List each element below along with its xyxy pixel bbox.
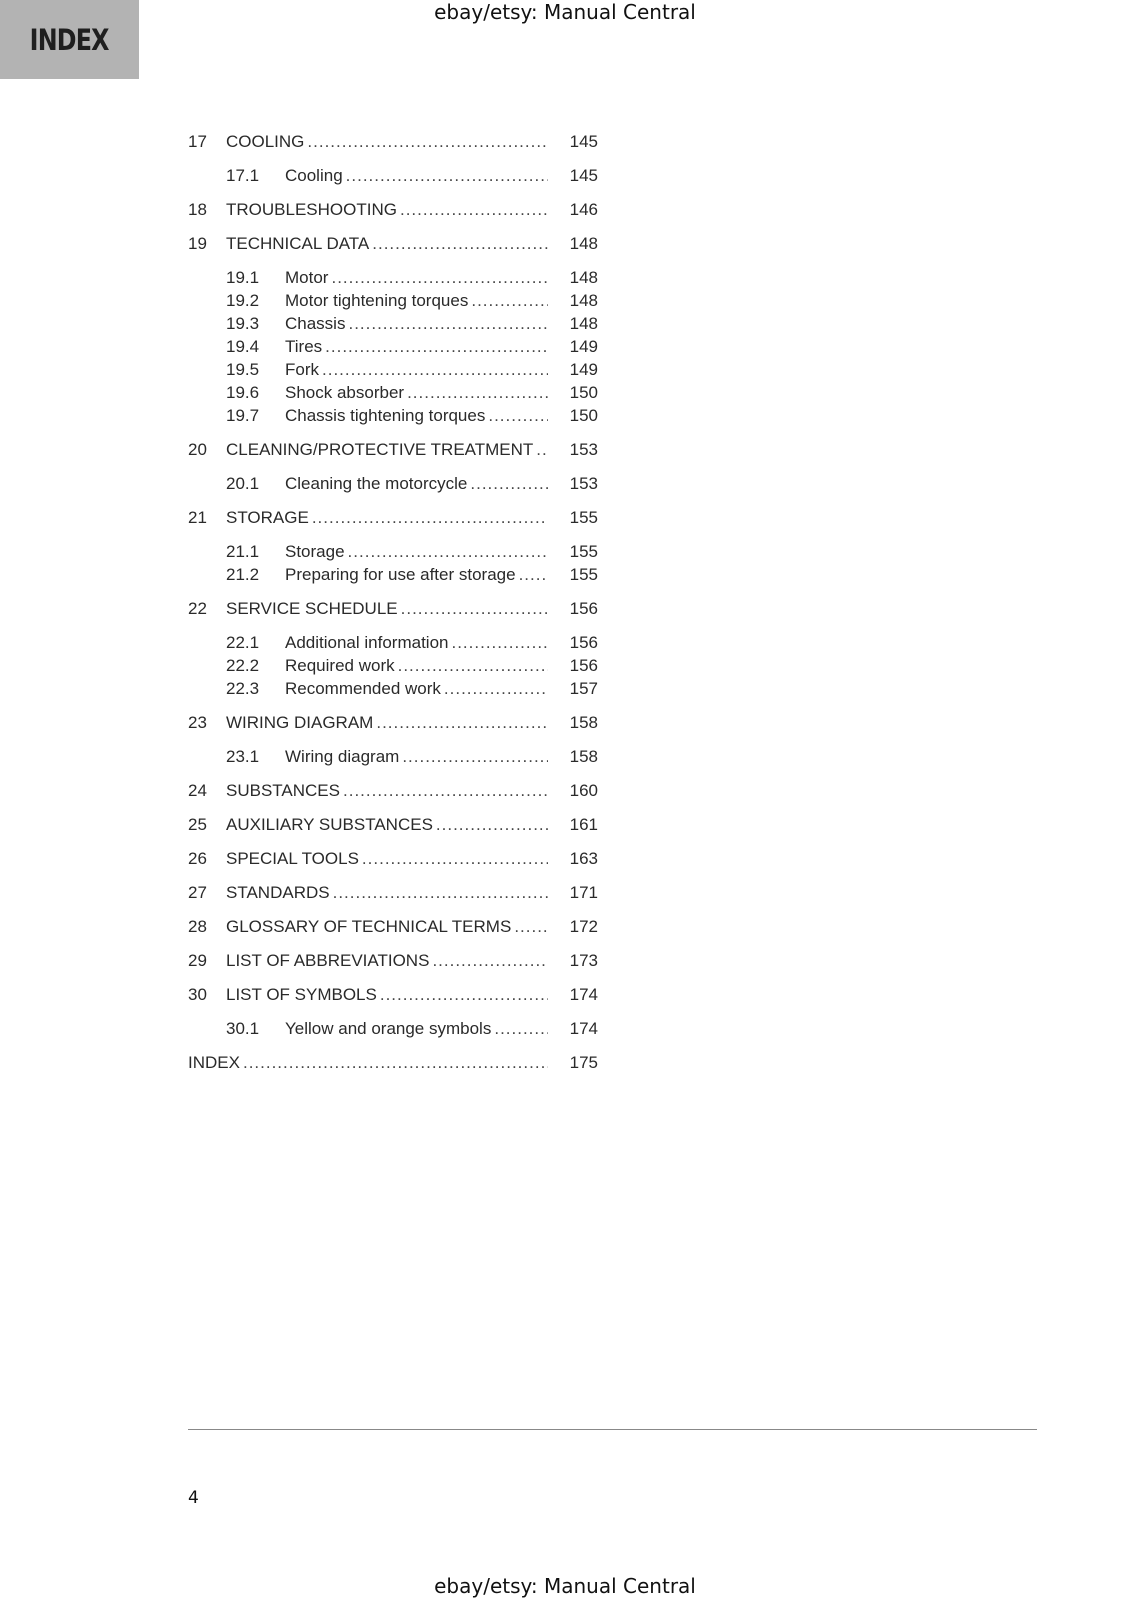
toc-entry[interactable] (188, 563, 598, 586)
watermark-bottom: ebay/etsy: Manual Central (434, 1574, 696, 1598)
dot-leader (451, 631, 548, 654)
toc-entry[interactable] (188, 198, 598, 221)
dot-leader (401, 597, 548, 620)
toc-entry-title: Wiring diagram (285, 745, 402, 768)
toc-entry-title-leader (226, 983, 548, 1006)
dot-leader (307, 130, 548, 153)
toc-entry-title-leader (226, 813, 548, 836)
dot-leader (407, 381, 548, 404)
toc-entry-number: 22.2 (226, 656, 260, 675)
toc-entry-title-leader (285, 654, 548, 677)
toc-entry-title-leader (285, 540, 548, 563)
toc-entry-title-leader (226, 597, 548, 620)
dot-leader (402, 745, 548, 768)
table-of-contents (188, 130, 598, 1074)
toc-entry-title: STANDARDS (226, 881, 333, 904)
toc-entry-number: 20.1 (226, 474, 260, 493)
toc-entry-page: 173 (569, 951, 598, 970)
toc-entry-page: 153 (569, 474, 598, 493)
toc-entry-title-leader (285, 312, 548, 335)
toc-entry-title: Preparing for use after storage (285, 563, 519, 586)
toc-entry-title-leader (285, 381, 548, 404)
section-tab-label: INDEX (30, 22, 109, 57)
toc-entry-page: 145 (569, 166, 598, 185)
toc-entry-title-leader (226, 915, 548, 938)
toc-entry-page: 149 (569, 337, 598, 356)
toc-entry-number: 22 (188, 599, 207, 618)
toc-entry[interactable] (188, 130, 598, 153)
toc-entry[interactable] (188, 540, 598, 563)
toc-entry[interactable] (188, 289, 598, 312)
toc-entry-title: Chassis (285, 312, 348, 335)
toc-entry-page: 153 (569, 440, 598, 459)
toc-entry-title-leader (226, 130, 548, 153)
dot-leader (243, 1051, 548, 1074)
toc-entry[interactable] (188, 1017, 598, 1040)
toc-entry-number: 21.2 (226, 565, 260, 584)
dot-leader (376, 711, 548, 734)
toc-entry-title: Storage (285, 540, 348, 563)
toc-entry-number: 23.1 (226, 747, 260, 766)
dot-leader (331, 266, 548, 289)
toc-entry-number: 19.7 (226, 406, 260, 425)
toc-entry-title-leader (285, 289, 548, 312)
dot-leader (325, 335, 548, 358)
dot-leader (536, 438, 548, 461)
toc-entry-number: 27 (188, 883, 207, 902)
toc-entry-number: 23 (188, 713, 207, 732)
toc-entry[interactable] (188, 631, 598, 654)
toc-entry-title-leader (226, 711, 548, 734)
toc-entry[interactable] (188, 506, 598, 529)
toc-entry-title-leader (285, 472, 548, 495)
toc-entry-title: INDEX (188, 1051, 243, 1074)
toc-entry-title-leader (285, 677, 548, 700)
dot-leader (436, 813, 548, 836)
toc-entry-title: Motor tightening torques (285, 289, 471, 312)
toc-entry[interactable] (188, 745, 598, 768)
toc-entry-page: 155 (569, 565, 598, 584)
toc-entry-title: Additional information (285, 631, 451, 654)
toc-entry-number: 19 (188, 234, 207, 253)
toc-entry[interactable] (188, 847, 598, 870)
toc-entry[interactable] (188, 438, 598, 461)
toc-entry-title-leader (285, 745, 548, 768)
dot-leader (514, 915, 548, 938)
toc-entry-page: 156 (569, 633, 598, 652)
toc-entry-number: 30.1 (226, 1019, 260, 1038)
toc-entry-title: SERVICE SCHEDULE (226, 597, 401, 620)
toc-entry-title: Recommended work (285, 677, 444, 700)
toc-entry-page: 175 (569, 1053, 598, 1072)
toc-entry-title-leader (226, 949, 548, 972)
dot-leader (372, 232, 548, 255)
toc-entry-number: 19.5 (226, 360, 260, 379)
toc-entry-page: 158 (569, 713, 598, 732)
dot-leader (470, 472, 548, 495)
toc-entry-title: TECHNICAL DATA (226, 232, 372, 255)
toc-entry[interactable] (188, 381, 598, 404)
toc-entry[interactable] (188, 335, 598, 358)
dot-leader (519, 563, 548, 586)
toc-entry-number: 19.6 (226, 383, 260, 402)
toc-entry-title: Chassis tightening torques (285, 404, 488, 427)
page-number: 4 (188, 1488, 199, 1508)
toc-entry[interactable] (188, 813, 598, 836)
dot-leader (398, 654, 548, 677)
toc-entry-title: CLEANING/PROTECTIVE TREATMENT (226, 438, 536, 461)
toc-entry-page: 155 (569, 542, 598, 561)
toc-entry-number: 17.1 (226, 166, 260, 185)
toc-entry-title-leader (285, 358, 548, 381)
dot-leader (494, 1017, 548, 1040)
toc-entry-page: 161 (569, 815, 598, 834)
toc-entry-page: 148 (569, 291, 598, 310)
toc-entry-page: 150 (569, 383, 598, 402)
toc-entry-page: 149 (569, 360, 598, 379)
toc-entry-page: 171 (569, 883, 598, 902)
toc-entry-number: 29 (188, 951, 207, 970)
toc-entry-number: 22.3 (226, 679, 260, 698)
toc-entry-title-leader (285, 164, 548, 187)
toc-entry-number: 21 (188, 508, 207, 527)
dot-leader (432, 949, 548, 972)
toc-entry-page: 163 (569, 849, 598, 868)
toc-entry-page: 150 (569, 406, 598, 425)
toc-entry-number: 28 (188, 917, 207, 936)
toc-entry[interactable] (188, 881, 598, 904)
toc-entry-number: 19.2 (226, 291, 260, 310)
toc-entry-number: 19.1 (226, 268, 260, 287)
toc-entry[interactable] (188, 404, 598, 427)
toc-entry-title: SPECIAL TOOLS (226, 847, 362, 870)
dot-leader (400, 198, 548, 221)
toc-entry-title: AUXILIARY SUBSTANCES (226, 813, 436, 836)
dot-leader (333, 881, 548, 904)
toc-entry[interactable] (188, 1051, 598, 1074)
toc-entry-page: 145 (569, 132, 598, 151)
toc-entry[interactable] (188, 677, 598, 700)
toc-entry[interactable] (188, 266, 598, 289)
toc-entry[interactable] (188, 654, 598, 677)
toc-entry-title: GLOSSARY OF TECHNICAL TERMS (226, 915, 514, 938)
toc-entry-title: Fork (285, 358, 322, 381)
toc-entry-title: Cooling (285, 164, 346, 187)
toc-entry-title: Tires (285, 335, 325, 358)
toc-entry-page: 155 (569, 508, 598, 527)
toc-entry[interactable] (188, 711, 598, 734)
toc-entry-page: 157 (569, 679, 598, 698)
toc-entry-page: 174 (569, 1019, 598, 1038)
dot-leader (348, 540, 548, 563)
toc-entry-title: Cleaning the motorcycle (285, 472, 470, 495)
toc-entry-page: 146 (569, 200, 598, 219)
toc-entry[interactable] (188, 597, 598, 620)
dot-leader (348, 312, 548, 335)
toc-entry-number: 30 (188, 985, 207, 1004)
toc-entry-title: COOLING (226, 130, 307, 153)
dot-leader (322, 358, 548, 381)
toc-entry[interactable] (188, 779, 598, 802)
toc-entry-number: 24 (188, 781, 207, 800)
toc-entry-title-leader (188, 1051, 548, 1074)
toc-entry-number: 25 (188, 815, 207, 834)
toc-entry-number: 19.3 (226, 314, 260, 333)
toc-entry-title: Required work (285, 654, 398, 677)
watermark-top: ebay/etsy: Manual Central (434, 0, 696, 24)
toc-entry-title-leader (226, 438, 548, 461)
toc-entry-title-leader (226, 779, 548, 802)
toc-entry-number: 26 (188, 849, 207, 868)
toc-entry-title: LIST OF ABBREVIATIONS (226, 949, 432, 972)
dot-leader (343, 779, 548, 802)
toc-entry-number: 18 (188, 200, 207, 219)
toc-entry-number: 20 (188, 440, 207, 459)
toc-entry-title: Shock absorber (285, 381, 407, 404)
toc-entry-page: 174 (569, 985, 598, 1004)
toc-entry-title-leader (226, 881, 548, 904)
toc-entry-title: Yellow and orange symbols (285, 1017, 494, 1040)
dot-leader (312, 506, 548, 529)
dot-leader (362, 847, 548, 870)
toc-entry[interactable] (188, 232, 598, 255)
toc-entry-page: 158 (569, 747, 598, 766)
toc-entry[interactable] (188, 983, 598, 1006)
toc-entry-title: Motor (285, 266, 331, 289)
dot-leader (488, 404, 548, 427)
toc-entry-title: LIST OF SYMBOLS (226, 983, 380, 1006)
toc-entry[interactable] (188, 164, 598, 187)
toc-entry-title-leader (226, 232, 548, 255)
toc-entry-title-leader (226, 847, 548, 870)
toc-entry-title: SUBSTANCES (226, 779, 343, 802)
toc-entry-number: 22.1 (226, 633, 260, 652)
toc-entry[interactable] (188, 312, 598, 335)
toc-entry-title: STORAGE (226, 506, 312, 529)
dot-leader (444, 677, 548, 700)
toc-entry-title: TROUBLESHOOTING (226, 198, 400, 221)
toc-entry-title-leader (285, 266, 548, 289)
toc-entry-title-leader (285, 631, 548, 654)
toc-entry-page: 172 (569, 917, 598, 936)
toc-entry-page: 160 (569, 781, 598, 800)
dot-leader (380, 983, 548, 1006)
toc-entry-title-leader (285, 335, 548, 358)
toc-entry-number: 21.1 (226, 542, 260, 561)
toc-entry-page: 148 (569, 314, 598, 333)
toc-entry-title-leader (285, 1017, 548, 1040)
dot-leader (346, 164, 548, 187)
toc-entry-number: 19.4 (226, 337, 260, 356)
toc-entry-page: 148 (569, 268, 598, 287)
toc-entry-page: 148 (569, 234, 598, 253)
toc-entry-title: WIRING DIAGRAM (226, 711, 376, 734)
toc-entry[interactable] (188, 358, 598, 381)
toc-entry[interactable] (188, 949, 598, 972)
toc-entry-title-leader (226, 506, 548, 529)
toc-entry-title-leader (285, 404, 548, 427)
toc-entry-page: 156 (569, 656, 598, 675)
toc-entry-number: 17 (188, 132, 207, 151)
toc-entry[interactable] (188, 472, 598, 495)
toc-entry[interactable] (188, 915, 598, 938)
toc-entry-title-leader (285, 563, 548, 586)
toc-entry-title-leader (226, 198, 548, 221)
dot-leader (471, 289, 548, 312)
toc-entry-page: 156 (569, 599, 598, 618)
footer-divider (188, 1429, 1037, 1430)
